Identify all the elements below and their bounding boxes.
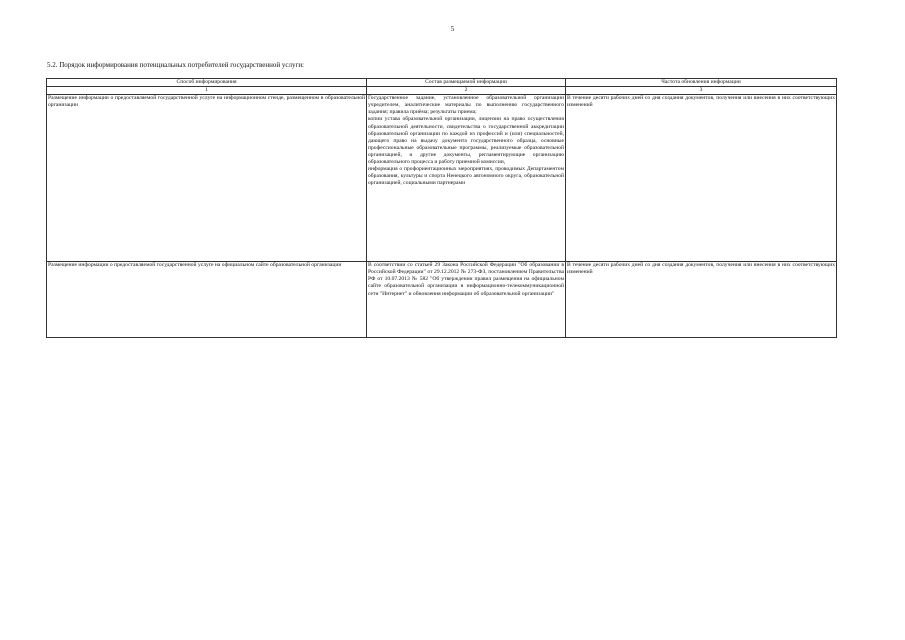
- content-cell: [367, 262, 566, 338]
- column-header-method: Способ информирования: [47, 79, 367, 87]
- content-paragraph: Государственное задание, установленное образовательной организации учредителем, аналитические материалы по выполнению государственного задания; правила приёма; результаты приема;: [368, 95, 564, 116]
- information-table: [46, 78, 837, 338]
- column-number: 3: [566, 87, 837, 95]
- method-cell: Размещение информации о предоставляемой государственной услуге на информационном стенде, размещенном в образовательной организации: [47, 95, 367, 262]
- column-header-frequency: Частота обновления информации: [566, 79, 837, 87]
- content-paragraph: копии устава образовательной организации, лицензии на право осуществления образовательной деятельности, свидетельства о государственной аккредитации образовательной организации по каждой из профессий и (или) специальностей, дающего право на выдачу документа государственного образца, основные профессиональные образовательные программы, реализуемые образовательной организацией, и другие документы, регламентирующие организацию образовательного процесса и работу приемной комиссии,: [368, 116, 564, 166]
- frequency-cell: В течение десяти рабочих дней со дня создания документов, получения или внесения в них соответствующих изменений: [566, 262, 837, 338]
- table-header-row: [47, 79, 837, 87]
- column-number: 1: [47, 87, 367, 95]
- column-header-content: Состав размещаемой информации: [367, 79, 566, 87]
- frequency-cell: В течение десяти рабочих дней со дня создания документов, получения или внесения в них соответствующих изменений: [566, 95, 837, 262]
- content-paragraph: информация о профориентационных мероприятиях, проводимых Департаментом образования, культуры и спорта Ненецкого автономного округа, образовательной организацией, социальными партнерами: [368, 166, 564, 187]
- section-heading: 5.2. Порядок информирования потенциальных потребителей государственной услуги:: [47, 61, 305, 69]
- table-row: [47, 95, 837, 262]
- content-paragraph: В соответствии со статьей 29 Закона Российской Федерации "Об образовании в Российской Федерации" от 29.12.2012 № 273-ФЗ, постановлением Правительства РФ от 10.07.2013 № 582 "Об утверждении правил размещения на официальном сайте образовательной организации в информационно-телекоммуникационной сети "Интернет" и обновления информации об образовательной организации": [368, 262, 564, 297]
- page-number: 5: [450, 25, 455, 33]
- table-row: [47, 262, 837, 338]
- method-cell: Размещение информации о предоставляемой государственной услуге на официальном сайте образовательной организации: [47, 262, 367, 338]
- content-cell: [367, 95, 566, 262]
- column-number: 2: [367, 87, 566, 95]
- column-number-row: [47, 87, 837, 95]
